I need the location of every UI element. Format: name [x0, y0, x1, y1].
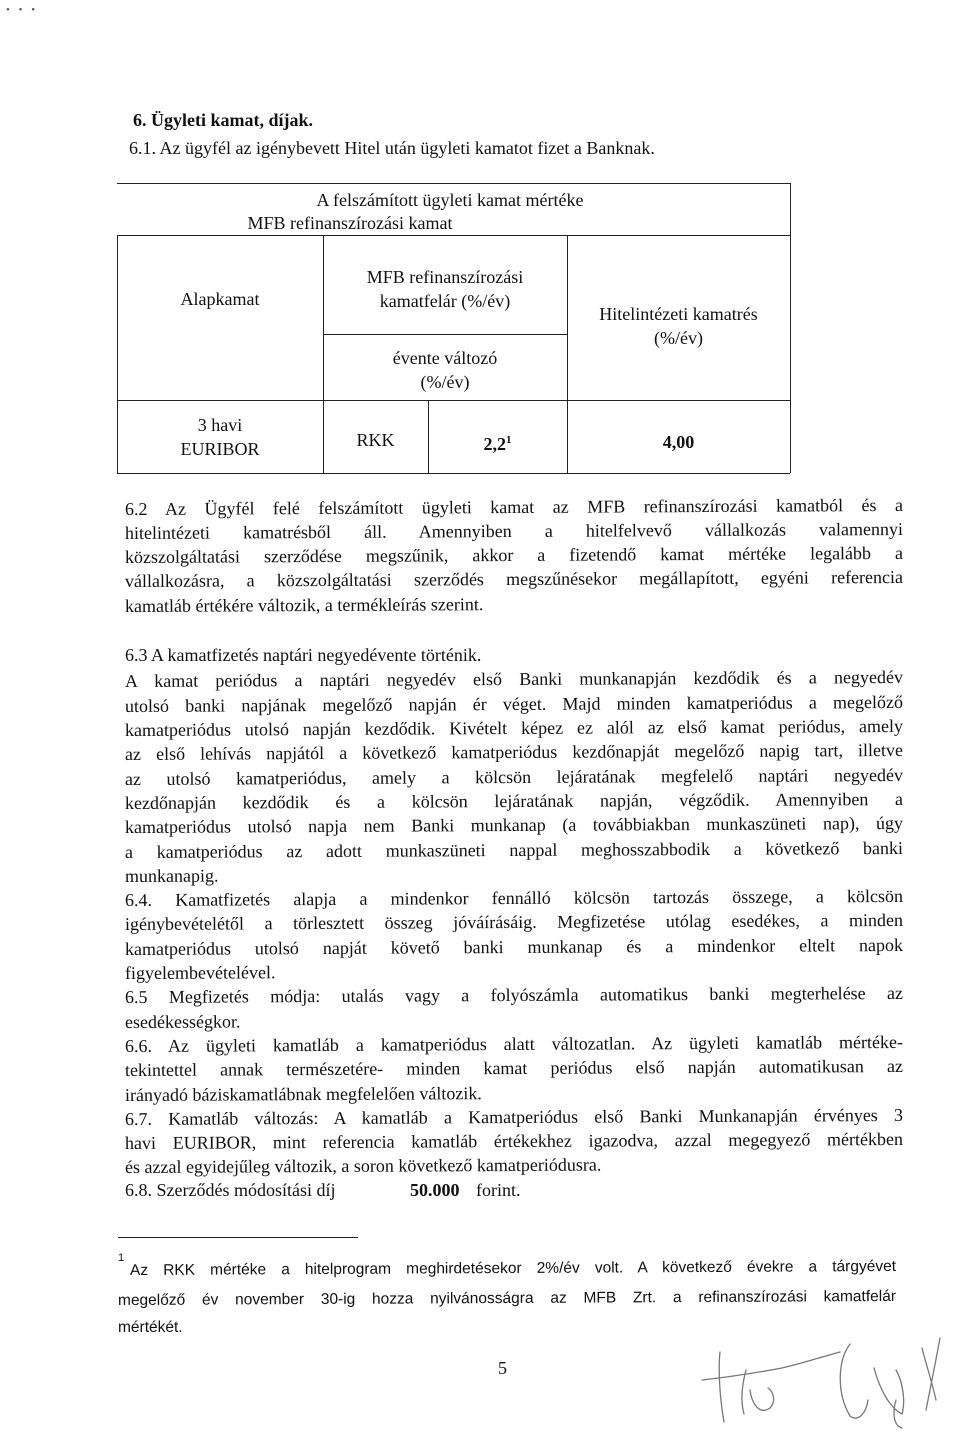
text-line: 6.7. Kamatláb változás: A kamatláb a Kamatperiódus első Banki Munkanapján érvényes 3	[124, 1104, 904, 1130]
footnote-line: Az RKK mértéke a hitelprogram meghirdetésekor 2%/év volt. A következő évekre a tárgyévet	[129, 1257, 897, 1280]
page-number: 5	[498, 1358, 507, 1378]
text-line: 6.4. Kamatfizetés alapja a mindenkor fennálló kölcsön tartozás összege, a kölcsön	[124, 885, 904, 911]
margin-value-text: 2,2	[483, 434, 506, 454]
text-line: 6.6. Az ügyleti kamatláb a kamatperiódus alatt változatlan. Az ügyleti kamatláb mértéke-	[124, 1031, 904, 1057]
text-line: figyelembevételével.	[124, 962, 276, 984]
col-base-header: Alapkamat	[180, 289, 260, 309]
fee-label: 6.8. Szerződés módosítási díj	[125, 1180, 336, 1200]
text-line: 6.2 Az Ügyfél felé felszámított ügyleti kamat az MFB refinanszírozási kamatból és a	[124, 494, 904, 520]
text-line: kamatperiódus utolsó napját követő banki munkanap és a mindenkor eltelt napok	[124, 934, 904, 960]
text-line: vállalkozásra, a közszolgáltatási szerződés megszűnésekor megállapított, egyéni referencia	[124, 566, 904, 592]
text-line: kamatperiódus utolsó napján kezdődik. Kivételt képez ez alól az első kamat periódus, amely	[124, 715, 904, 741]
intro-line: 6.1. Az ügyfél az igénybevett Hitel után ügyleti kamatot fizet a Banknak.	[129, 138, 655, 158]
table-caption: A felszámított ügyleti kamat mértéke	[316, 190, 584, 210]
table-bottom-rule	[117, 473, 790, 474]
text-line: az utolsó kamatperiódus, amely a kölcsön lejáratának megfelelő naptári negyedév	[124, 764, 904, 790]
section-title: 6. Ügyleti kamat, díjak.	[133, 110, 313, 130]
col-margin-header-line1: MFB refinanszírozási	[366, 267, 524, 287]
row-base-line2: EURIBOR	[180, 439, 260, 459]
text-line: A kamat periódus a naptári negyedév első Banki munkanapján kezdődik és a negyedév	[124, 666, 904, 692]
data-row-rule	[117, 400, 790, 401]
table-right-border	[790, 183, 791, 473]
footnote-line: megelőző év november 30-ig hozza nyilvánosságra az MFB Zrt. a refinanszírozási kamatfelár	[117, 1287, 897, 1310]
text-line: kamatperiódus utolsó napja nem Banki munkanap (a továbbiakban munkaszüneti nap), úgy	[124, 812, 904, 838]
col-variable-line1: évente változó	[392, 348, 498, 368]
text-line: munkanapig.	[124, 865, 219, 887]
footnote-separator	[118, 1237, 358, 1238]
sub-header-rule	[323, 334, 567, 335]
header-rule	[117, 235, 790, 236]
text-line: hitelintézeti kamatrésből áll. Amennyiben a hitelfelvevő vállalkozás valamennyi	[124, 518, 904, 544]
row-base-line1: 3 havi	[197, 415, 243, 435]
col-variable-line2: (%/év)	[420, 372, 470, 392]
text-line: az első lehívás napjától a következő kamatperiódus kezdőnapját megelőző napig tart, illetve	[124, 739, 904, 765]
text-line: és azzal egyidejűleg változik, a soron következő kamatperiódusra.	[124, 1154, 602, 1178]
footnote-ref: 1	[506, 434, 512, 446]
text-line: 6.5 Megfizetés módja: utalás vagy a folyószámla automatikus banki megterhelése az	[124, 982, 904, 1008]
row-rkk: RKK	[356, 430, 395, 450]
text-line: utolsó banki napjának megelőző napján ér véget. Majd minden kamatperiódus a megelőző	[124, 691, 904, 717]
text-line: esedékességkor.	[124, 1011, 241, 1033]
paragraph-heading: 6.3 A kamatfizetés naptári negyedévente történik.	[125, 645, 482, 665]
footnote-marker: 1	[118, 1252, 125, 1264]
text-line: tekintettel annak természetére- minden kamat periódus első napján automatikusan az	[124, 1055, 904, 1081]
table-top-rule	[117, 183, 790, 184]
scan-marks: • • •	[6, 4, 39, 16]
mfb-header: MFB refinanszírozási kamat	[247, 213, 453, 233]
fee-unit: forint.	[476, 1180, 521, 1200]
text-line: kezdőnapján kezdődik és a kölcsön lejáratának napján, végződik. Amennyiben a	[124, 788, 904, 814]
row-bank-value: 4,00	[662, 432, 695, 452]
handwritten-initials	[690, 1330, 950, 1430]
footnote-line: mértékét.	[118, 1319, 183, 1336]
col-bank-header-line2: (%/év)	[654, 328, 703, 348]
text-line: igénybevételétől a törlesztett összeg jóváírásáig. Megfizetése utólag esedékes, a minden	[124, 909, 904, 935]
text-line: irányadó báziskamatlábnak megfelelően változik.	[124, 1083, 482, 1106]
col-margin-header-line2: kamatfelár (%/év)	[379, 291, 511, 311]
text-line: a kamatperiódus az adott munkaszüneti nappal meghosszabbodik a következő banki	[124, 837, 904, 863]
text-line: közszolgáltatási szerződése megszűnik, akkor a fizetendő kamat mértéke legalább a	[124, 542, 904, 568]
col-bank-header-line1: Hitelintézeti kamatrés	[599, 304, 758, 324]
fee-amount: 50.000	[410, 1180, 460, 1200]
row-margin-value	[428, 428, 567, 456]
text-line: kamatláb értékére változik, a termékleírás szerint.	[124, 594, 484, 617]
text-line: havi EURIBOR, mint referencia kamatláb értékekhez igazodva, azzal megegyező mértékben	[124, 1128, 904, 1154]
